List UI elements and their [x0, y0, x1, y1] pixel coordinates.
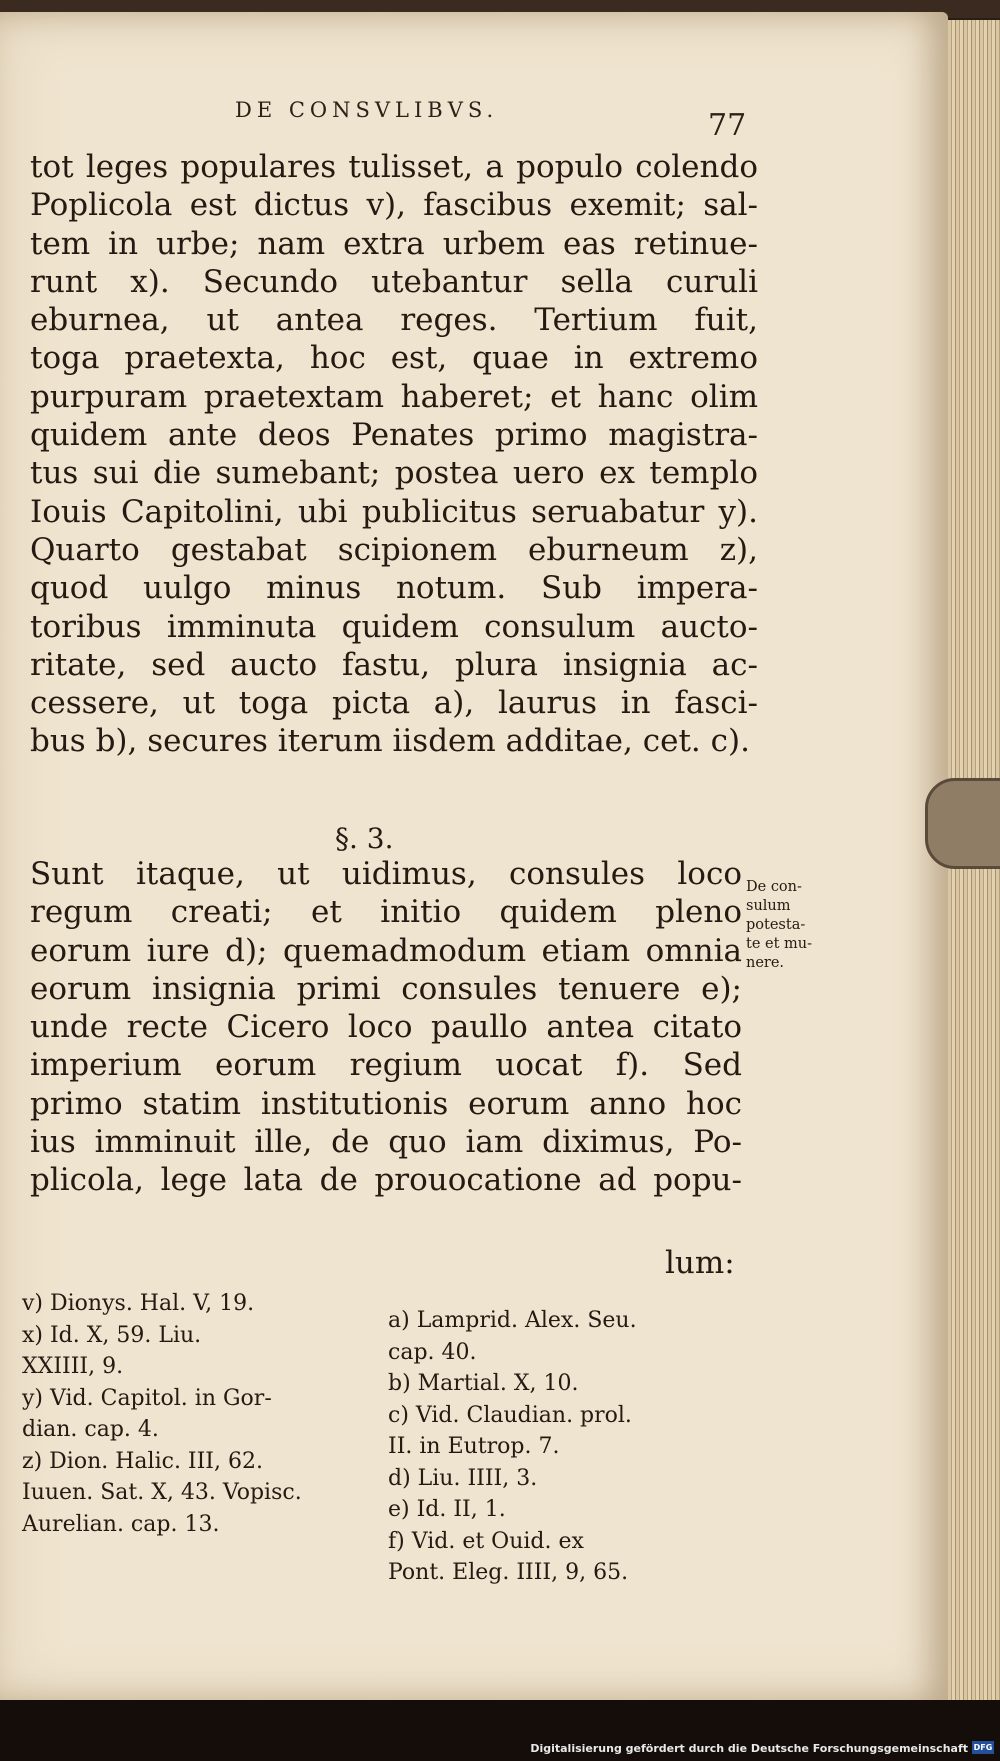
- body-line: purpuram praetextam haberet; et hanc olim: [30, 378, 758, 415]
- dfg-logo: DFG: [973, 1743, 993, 1752]
- body-line: Sunt itaque, ut uidimus, consules loco: [30, 856, 742, 892]
- margin-note: [746, 878, 846, 973]
- footnotes-left-column: [22, 1288, 382, 1540]
- footnote: XXIIII, 9.: [22, 1354, 124, 1379]
- body-line: Poplicola est dictus v), fascibus exemit; sal-: [30, 187, 758, 224]
- body-line: quod uulgo minus notum. Sub impera-: [30, 570, 758, 607]
- footnote: a) Lamprid. Alex. Seu.: [388, 1308, 637, 1333]
- footnote: b) Martial. X, 10.: [388, 1371, 579, 1396]
- body-line: imperium eorum regium uocat f). Sed: [30, 1047, 742, 1084]
- margin-note-line: sulum: [746, 898, 791, 914]
- footnote: v) Dionys. Hal. V, 19.: [22, 1291, 255, 1316]
- body-line: quidem ante deos Penates primo magistra-: [30, 417, 758, 454]
- body-line: cessere, ut toga picta a), laurus in fasci-: [30, 685, 758, 722]
- body-line: ius imminuit ille, de quo iam diximus, Po-: [30, 1124, 742, 1161]
- body-line: plicola, lege lata de prouocatione ad popu-: [30, 1162, 742, 1199]
- body-line: ritate, sed aucto fastu, plura insignia ac-: [30, 646, 758, 683]
- body-line: Quarto gestabat scipionem eburneum z),: [30, 531, 758, 568]
- footnotes-right-column: [388, 1305, 748, 1589]
- body-line: regum creati; et initio quidem pleno: [30, 894, 742, 931]
- body-line: toga praetexta, hoc est, quae in extremo: [30, 340, 758, 377]
- body-line: primo statim institutionis eorum anno hoc: [30, 1085, 742, 1122]
- footnote: y) Vid. Capitol. in Gor-: [22, 1385, 272, 1411]
- footnote: Aurelian. cap. 13.: [22, 1511, 220, 1537]
- body-line: runt x). Secundo utebantur sella curuli: [30, 263, 758, 300]
- body-text-paragraph-1: [30, 148, 758, 761]
- section-mark: §. 3.: [335, 822, 394, 855]
- margin-note-line: potesta-: [746, 917, 806, 933]
- body-line: eorum insignia primi consules tenuere e);: [30, 970, 742, 1007]
- footnote: Iuuen. Sat. X, 43. Vopisc.: [22, 1480, 302, 1505]
- footnote: f) Vid. et Ouid. ex: [388, 1528, 584, 1554]
- margin-note-line: nere.: [746, 955, 785, 971]
- body-line: toribus imminuta quidem consulum aucto-: [30, 608, 758, 645]
- body-line: unde recte Cicero loco paullo antea citato: [30, 1009, 742, 1046]
- margin-note-line: De con-: [746, 879, 802, 895]
- body-text-paragraph-2: [30, 856, 742, 1201]
- body-line: tot leges populares tulisset, a populo colendo: [30, 149, 758, 185]
- catchword: lum:: [665, 1245, 735, 1281]
- footnote: c) Vid. Claudian. prol.: [388, 1402, 632, 1428]
- digitization-credit: Digitalisierung gefördert durch die Deutsche Forschungsgemeinschaft: [530, 1742, 968, 1755]
- footnote: Pont. Eleg. IIII, 9, 65.: [388, 1560, 629, 1585]
- body-line: tus sui die sumebant; postea uero ex templo: [30, 455, 758, 492]
- body-line: eorum iure d); quemadmodum etiam omnia: [30, 932, 742, 969]
- body-line: Iouis Capitolini, ubi publicitus seruabatur y).: [30, 493, 758, 530]
- body-line: eburnea, ut antea reges. Tertium fuit,: [30, 302, 758, 339]
- footnote: e) Id. II, 1.: [388, 1497, 506, 1522]
- margin-note-line: te et mu-: [746, 936, 813, 952]
- running-head: DE CONSVLIBVS.: [235, 98, 499, 122]
- page-number: 77: [708, 108, 747, 143]
- footnote: dian. cap. 4.: [22, 1417, 159, 1442]
- footnote: z) Dion. Halic. III, 62.: [22, 1448, 263, 1474]
- footnote: cap. 40.: [388, 1339, 477, 1365]
- body-line: tem in urbe; nam extra urbem eas retinue-: [30, 225, 758, 262]
- footnote: d) Liu. IIII, 3.: [388, 1465, 538, 1491]
- body-line: bus b), secures iterum iisdem additae, cet. c).: [30, 723, 750, 760]
- book-tab-marker: [925, 778, 1000, 869]
- footnote: II. in Eutrop. 7.: [388, 1434, 560, 1459]
- footnote: x) Id. X, 59. Liu.: [22, 1322, 202, 1348]
